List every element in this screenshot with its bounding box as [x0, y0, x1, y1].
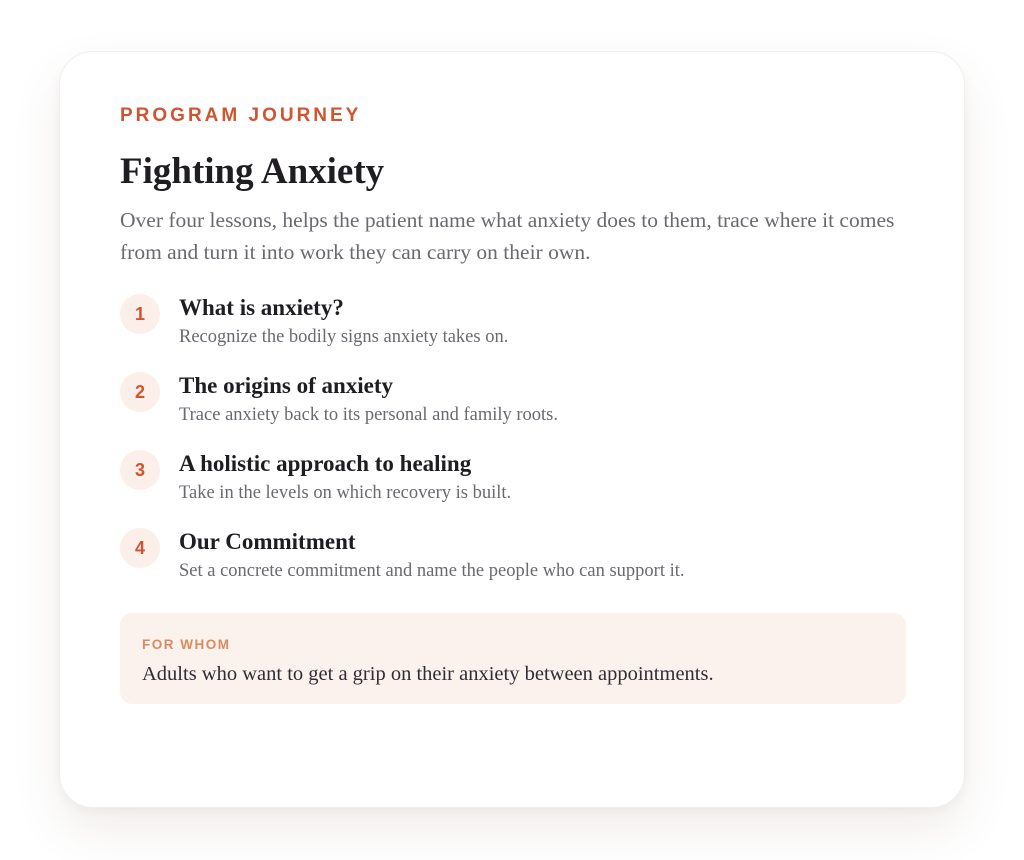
program-description: Over four lessons, helps the patient name what anxiety does to them, trace where it comes from and turn it into work they can carry on their own. [120, 208, 895, 264]
program-eyebrow: PROGRAM JOURNEY [120, 105, 362, 126]
lesson-description: Trace anxiety back to its personal and family roots. [179, 405, 558, 425]
lesson-title: Our Commitment [179, 529, 356, 554]
audience-label: FOR WHOM [142, 637, 231, 652]
lesson-title: A holistic approach to healing [179, 451, 472, 476]
lesson-item [120, 294, 904, 372]
lesson-description: Recognize the bodily signs anxiety takes on. [179, 327, 509, 347]
audience-panel [120, 613, 906, 704]
lesson-number-badge: 4 [120, 528, 160, 568]
lesson-number-badge: 2 [120, 372, 160, 412]
lesson-body [179, 450, 511, 506]
audience-text: Adults who want to get a grip on their anxiety between appointments. [142, 663, 714, 685]
lesson-body [179, 372, 558, 428]
lesson-body [179, 294, 508, 350]
lesson-title: The origins of anxiety [179, 373, 394, 398]
program-title: Fighting Anxiety [120, 151, 385, 192]
lesson-description: Set a concrete commitment and name the people who can support it. [179, 561, 685, 581]
lesson-number-badge: 1 [120, 294, 160, 334]
lesson-description: Take in the levels on which recovery is built. [179, 483, 512, 503]
lesson-list [120, 294, 904, 606]
lesson-body [179, 528, 685, 584]
lesson-number-badge: 3 [120, 450, 160, 490]
program-card [59, 51, 965, 808]
lesson-item [120, 372, 904, 450]
lesson-item [120, 528, 904, 606]
lesson-title: What is anxiety? [179, 295, 344, 320]
lesson-item [120, 450, 904, 528]
